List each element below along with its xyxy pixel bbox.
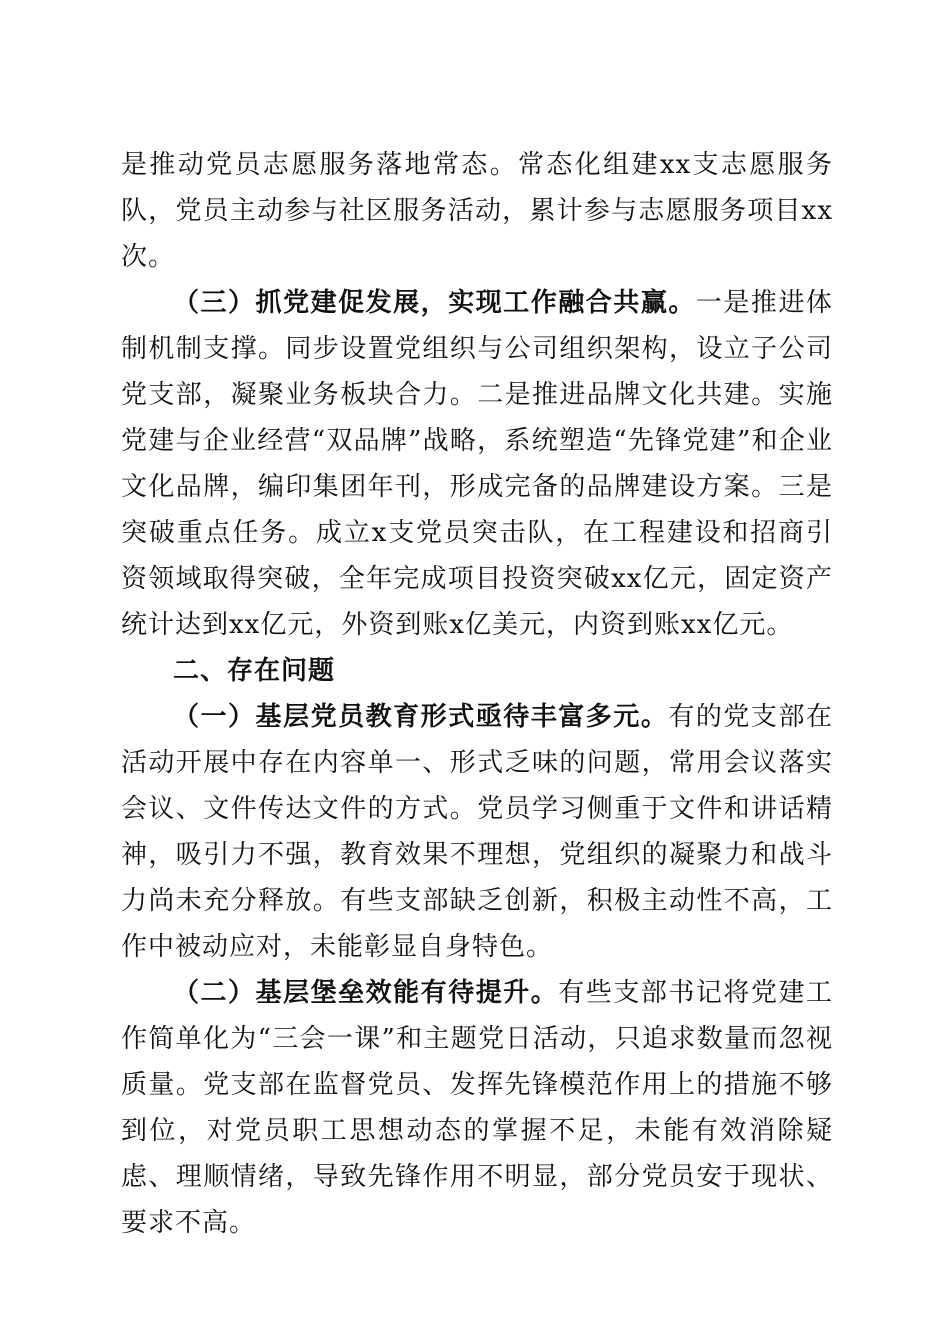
paragraph-section-three	[121, 280, 833, 648]
paragraph-problem-two	[121, 970, 833, 1246]
section-heading: 二、存在问题	[173, 656, 336, 686]
paragraph-continuation	[121, 142, 833, 280]
paragraph-lead: （三）抓党建促发展，实现工作融合共赢。	[173, 288, 696, 318]
document-page	[121, 142, 833, 1246]
paragraph-problem-one	[121, 694, 833, 970]
paragraph-text: 有的党支部在活动开展中存在内容单一、形式乏味的问题，常用会议落实会议、文件传达文件的方式。党员学习侧重于文件和讲话精神，吸引力不强，教育效果不理想，党组织的凝聚力和战斗力尚未充分释放。有些支部缺乏创新，积极主动性不高，工作中被动应对，未能彰显自身特色。	[121, 702, 833, 962]
paragraph-text: 有些支部书记将党建工作简单化为“三会一课”和主题党日活动，只追求数量而忽视质量。党支部在监督党员、发挥先锋模范作用上的措施不够到位，对党员职工思想动态的掌握不足，未能有效消除疑虑、理顺情绪，导致先锋作用不明显，部分党员安于现状、要求不高。	[121, 978, 833, 1238]
paragraph-lead: （一）基层党员教育形式亟待丰富多元。	[173, 702, 669, 732]
paragraph-lead: （二）基层堡垒效能有待提升。	[173, 978, 559, 1008]
paragraph-text: 一是推进体制机制支撑。同步设置党组织与公司组织架构，设立子公司党支部，凝聚业务板块合力。二是推进品牌文化共建。实施党建与企业经营“双品牌”战略，系统塑造“先锋党建”和企业文化品牌，编印集团年刊，形成完备的品牌建设方案。三是突破重点任务。成立x支党员突击队，在工程建设和招商引资领域取得突破，全年完成项目投资突破xx亿元，固定资产统计达到xx亿元，外资到账x亿美元，内资到账xx亿元。	[121, 288, 833, 640]
paragraph-text: 是推动党员志愿服务落地常态。常态化组建xx支志愿服务队，党员主动参与社区服务活动，累计参与志愿服务项目xx次。	[121, 150, 833, 272]
